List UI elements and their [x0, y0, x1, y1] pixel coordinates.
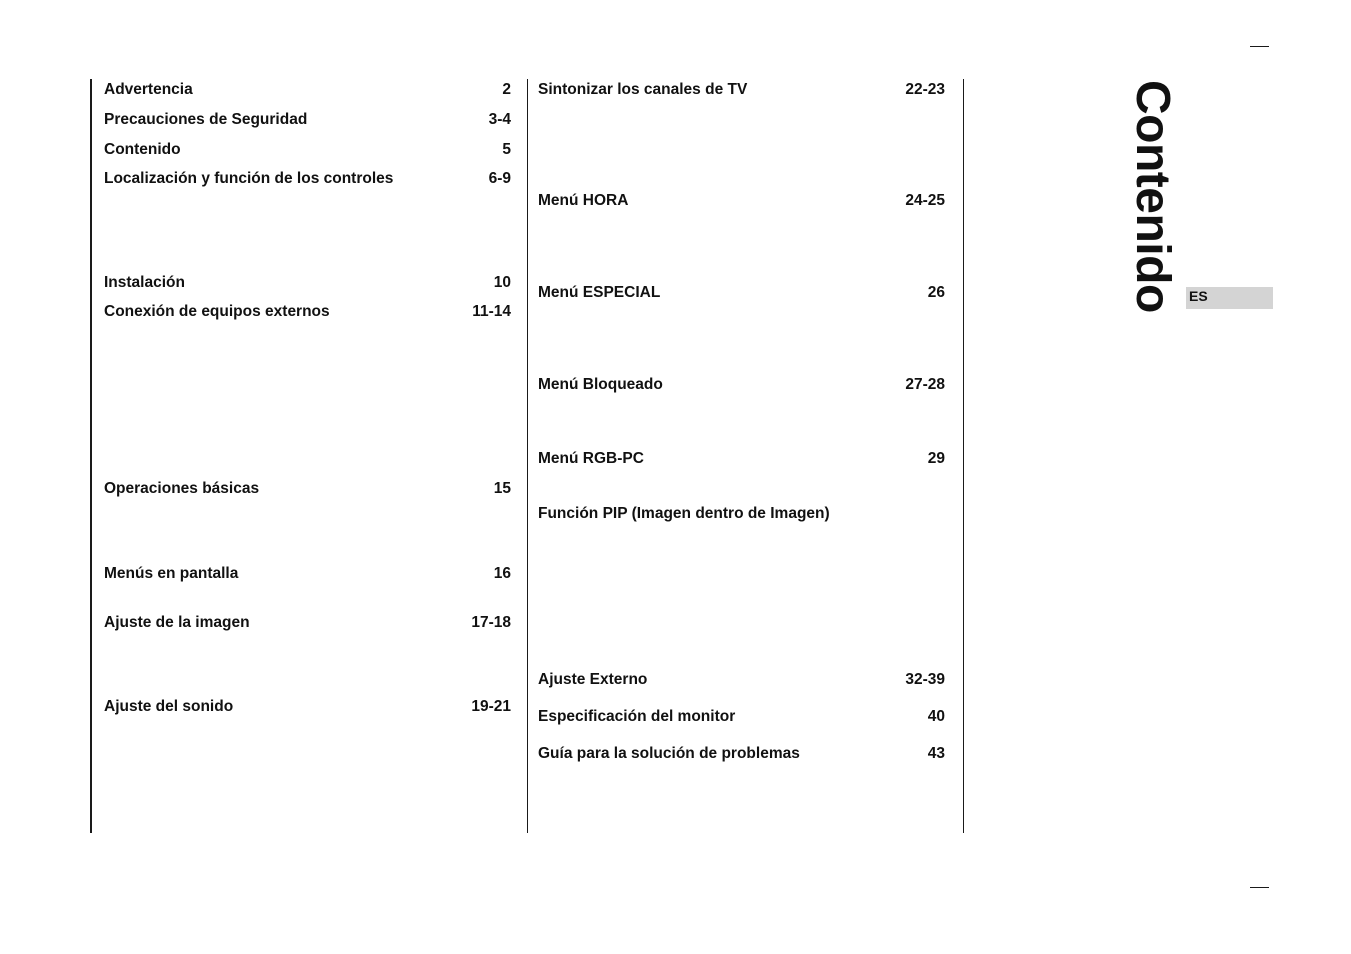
- toc-entry-page: 24-25: [905, 192, 945, 209]
- toc-entry-title: Ajuste del sonido: [104, 698, 234, 715]
- toc-entry-page: 22-23: [905, 81, 945, 98]
- toc-entry-title: Sintonizar los canales de TV: [538, 81, 748, 98]
- toc-entry-title: Especificación del monitor: [538, 708, 736, 725]
- toc-entry-page: 5: [502, 141, 511, 158]
- toc-entry-title: Menús en pantalla: [104, 565, 239, 582]
- toc-entry-page: 40: [927, 708, 945, 725]
- language-tab: ES: [1186, 287, 1273, 309]
- toc-entry-title: Ajuste Externo: [538, 671, 648, 688]
- toc-entry-page: 11-14: [472, 303, 511, 320]
- toc-entry-page: 10: [493, 274, 511, 291]
- toc-entry-page: 15: [493, 480, 511, 497]
- toc-entry-title: Conexión de equipos externos: [104, 303, 330, 320]
- toc-entry-title: Precauciones de Seguridad: [104, 111, 308, 128]
- toc-entry-title: Advertencia: [104, 81, 193, 98]
- toc-entry-page: 19-21: [471, 698, 511, 715]
- toc-entry-title: Ajuste de la imagen: [104, 614, 250, 631]
- toc-entry-page: 27-28: [905, 376, 945, 393]
- toc-entry-page: 43: [927, 745, 945, 762]
- crop-mark-top: [1250, 46, 1269, 47]
- toc-entry-title: Menú HORA: [538, 192, 629, 209]
- toc-entry-title: Función PIP (Imagen dentro de Imagen): [538, 505, 830, 522]
- toc-entry-title: Menú Bloqueado: [538, 376, 663, 393]
- toc-entry-page: 2: [502, 81, 511, 98]
- toc-entry-title: Guía para la solución de problemas: [538, 745, 800, 762]
- toc-entry-title: Menú ESPECIAL: [538, 284, 661, 301]
- column-rule-middle: [527, 79, 528, 833]
- toc-entry-page: 3-4: [488, 111, 511, 128]
- toc-entry-title: Menú RGB-PC: [538, 450, 644, 467]
- toc-entry-title: Contenido: [104, 141, 181, 158]
- toc-entry-title: Operaciones básicas: [104, 480, 260, 497]
- toc-entry-page: 29: [927, 450, 945, 467]
- toc-entry-page: 32-39: [905, 671, 945, 688]
- page-title: Contenido: [1126, 80, 1179, 313]
- crop-mark-bottom: [1250, 887, 1269, 888]
- column-rule-left: [90, 79, 92, 833]
- toc-entry-title: Instalación: [104, 274, 185, 291]
- toc-entry-page: 16: [493, 565, 511, 582]
- toc-entry-page: 6-9: [488, 170, 511, 187]
- toc-entry-title: Localización y función de los controles: [104, 170, 394, 187]
- toc-entry-page: 26: [927, 284, 945, 301]
- toc-entry-page: 17-18: [471, 614, 511, 631]
- column-rule-right: [963, 79, 964, 833]
